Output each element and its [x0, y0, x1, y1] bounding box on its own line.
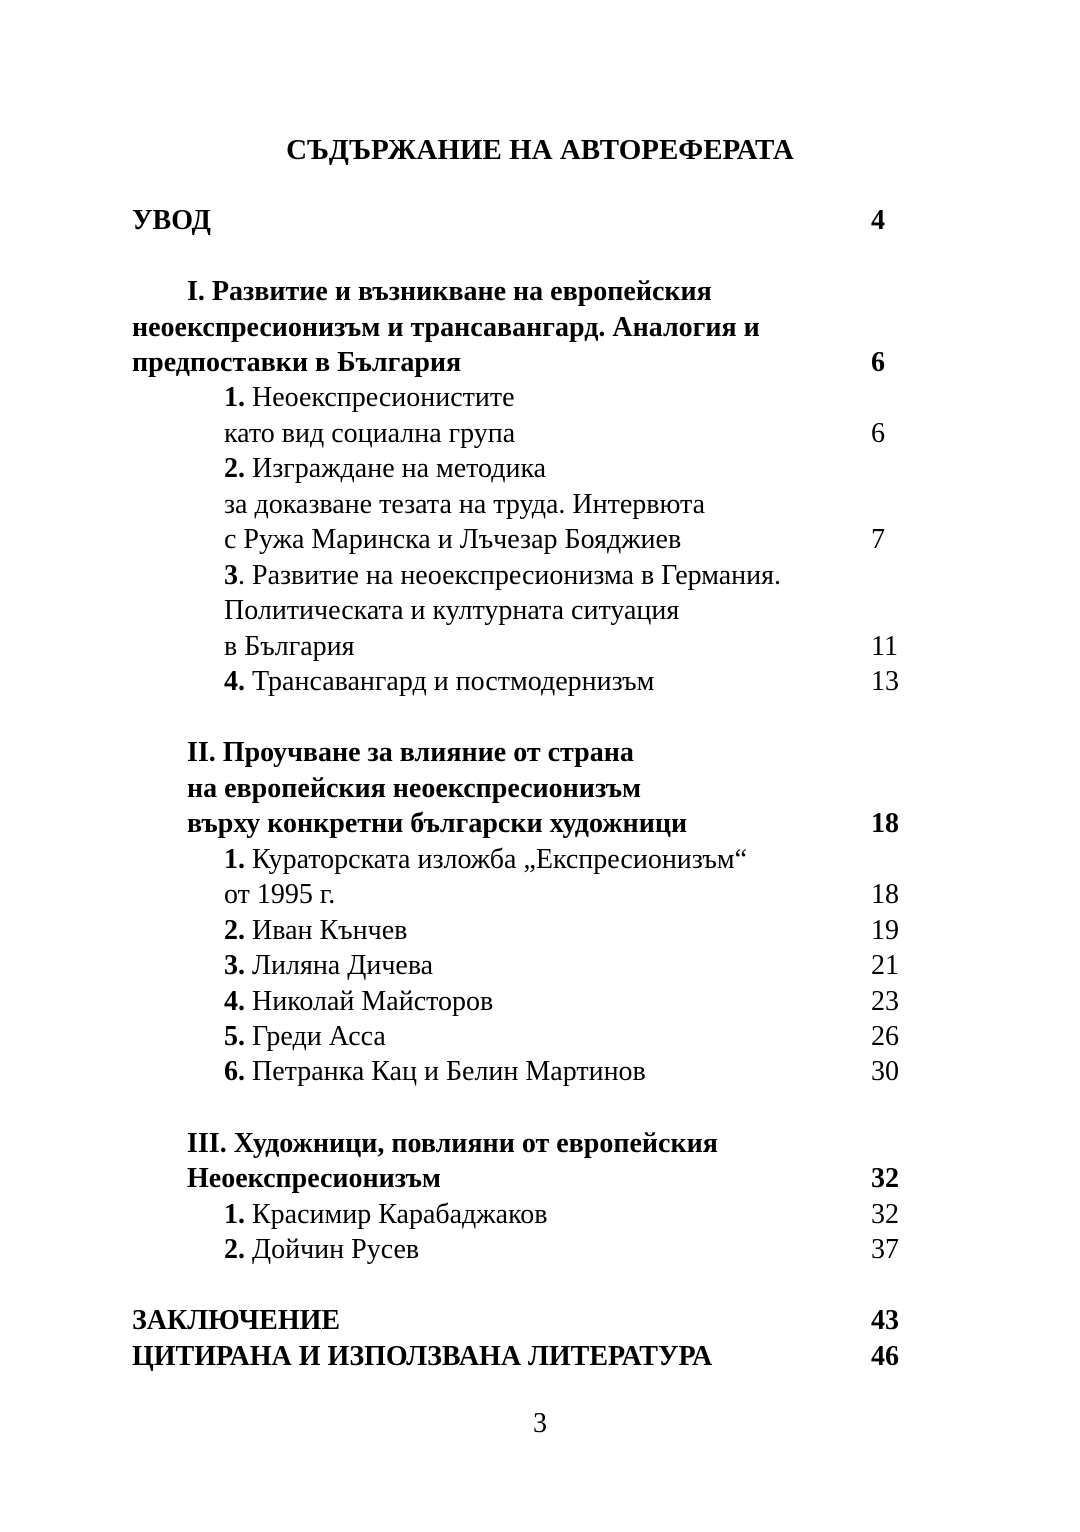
toc-item-text: . Развитие на неоекспресионизма в Германия. — [238, 560, 782, 591]
toc-conclusion-page: 43 — [871, 1305, 899, 1336]
toc-item-number: 4. — [224, 666, 245, 697]
section1-heading-line1: I. Развитие и възникване на европейския — [187, 276, 712, 307]
toc-item-number: 1. — [224, 1199, 245, 1230]
toc-item-page: 6 — [871, 418, 885, 449]
toc-item-page: 19 — [871, 915, 899, 946]
toc-item-page: 26 — [871, 1021, 899, 1052]
toc-item-page: 23 — [871, 986, 899, 1017]
toc-item-continuation: Политическата и културната ситуация — [224, 595, 680, 626]
toc-item-text: Иван Кънчев — [245, 915, 408, 946]
toc-item — [224, 1197, 547, 1233]
section1-heading-line3: предпоставки в България — [132, 347, 462, 378]
toc-conclusion-label: ЗАКЛЮЧЕНИЕ — [132, 1305, 341, 1336]
toc-item-page: 21 — [871, 950, 899, 981]
section3-page: 32 — [871, 1163, 899, 1194]
toc-item-text: Изграждане на методика — [245, 453, 547, 484]
toc-item-continuation: от 1995 г. — [224, 879, 336, 910]
toc-item-continuation: като вид социална група — [224, 418, 516, 449]
toc-item-number: 2. — [224, 453, 245, 484]
toc-item — [224, 948, 433, 984]
toc-intro-page: 4 — [871, 205, 885, 236]
toc-item-continuation: за доказване тезата на труда. Интервюта — [224, 489, 706, 520]
toc-intro-label: УВОД — [132, 205, 211, 236]
toc-item — [224, 1019, 386, 1055]
section1-heading-line2: неоекспресионизъм и трансавангард. Аналогия и — [132, 312, 760, 343]
toc-item-number: 2. — [224, 915, 245, 946]
toc-item-continuation: в България — [224, 631, 355, 662]
toc-item-number: 2. — [224, 1234, 245, 1265]
toc-item-page: 7 — [871, 524, 885, 555]
toc-item — [224, 842, 747, 878]
toc-item-number: 3 — [224, 560, 238, 591]
toc-item-text: Греди Асса — [245, 1021, 386, 1052]
toc-item-page: 13 — [871, 666, 899, 697]
toc-item — [224, 1232, 419, 1268]
toc-item-number: 6. — [224, 1056, 245, 1087]
section2-heading-line2: на европейския неоекспресионизъм — [187, 773, 642, 804]
toc-item-text: Неоекспресионистите — [245, 382, 515, 413]
toc-item-text: Кураторската изложба „Експресионизъм“ — [245, 844, 747, 875]
toc-item-text: Лиляна Дичева — [245, 950, 434, 981]
toc-item-number: 4. — [224, 986, 245, 1017]
section2-page: 18 — [871, 808, 899, 839]
toc-item-number: 3. — [224, 950, 245, 981]
section3-heading-line2: Неоекспресионизъм — [187, 1163, 441, 1194]
section1-page: 6 — [871, 347, 885, 378]
section3-heading-line1: III. Художници, повлияни от европейския — [187, 1128, 718, 1159]
toc-item-number: 1. — [224, 844, 245, 875]
section2-heading-line1: II. Проучване за влияние от страна — [187, 737, 634, 768]
toc-item — [224, 1054, 646, 1090]
toc-item — [224, 913, 407, 949]
toc-item — [224, 380, 515, 416]
page-number: 3 — [533, 1408, 547, 1439]
toc-item-text: Дойчин Русев — [245, 1234, 420, 1265]
section2-heading-line3: върху конкретни български художници — [187, 808, 688, 839]
page-title: СЪДЪРЖАНИЕ НА АВТОРЕФЕРАТА — [286, 134, 794, 166]
toc-item-page: 32 — [871, 1199, 899, 1230]
toc-item — [224, 664, 654, 700]
toc-item-text: Николай Майсторов — [245, 986, 494, 1017]
toc-item — [224, 558, 781, 594]
toc-item-text: Трансавангард и постмодернизъм — [245, 666, 655, 697]
toc-item — [224, 451, 546, 487]
toc-item-page: 11 — [871, 631, 898, 662]
toc-item-number: 5. — [224, 1021, 245, 1052]
toc-item-text: Красимир Карабаджаков — [245, 1199, 548, 1230]
toc-item-page: 30 — [871, 1056, 899, 1087]
toc-item-page: 37 — [871, 1234, 899, 1265]
toc-item-page: 18 — [871, 879, 899, 910]
toc-literature-page: 46 — [871, 1341, 899, 1372]
toc-item-number: 1. — [224, 382, 245, 413]
toc-item-continuation: с Ружа Маринска и Лъчезар Бояджиев — [224, 524, 682, 555]
toc-item — [224, 984, 493, 1020]
toc-item-text: Петранка Кац и Белин Мартинов — [245, 1056, 646, 1087]
toc-literature-label: ЦИТИРАНА И ИЗПОЛЗВАНА ЛИТЕРАТУРА — [132, 1341, 713, 1372]
